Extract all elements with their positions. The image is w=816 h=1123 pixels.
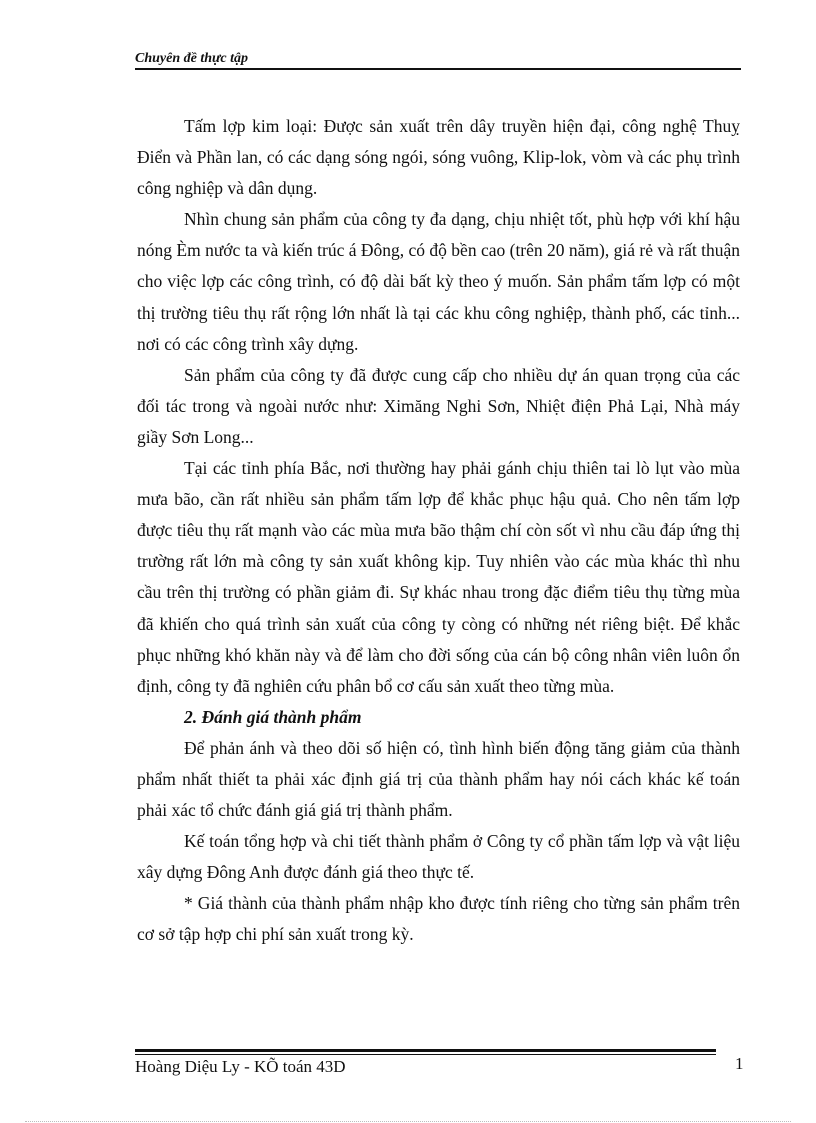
paragraph-projects: Sản phẩm của công ty đã được cung cấp cho nhiều dự án quan trọng của các đối tác trong và ngoài nước như: Ximăng Nghi Sơn, Nhiệt điện Phả Lại, Nhà máy giầy Sơn Long... <box>137 364 740 447</box>
page-number: 1 <box>735 1054 744 1073</box>
document-body <box>137 111 740 951</box>
page-edge-divider <box>25 1121 791 1122</box>
section-heading: 2. Đánh giá thành phẩm <box>184 706 362 727</box>
footer-author: Hoàng Diệu Ly - KÕ toán 43D <box>135 1057 346 1076</box>
header-title: Chuyên đề thực tập <box>135 51 249 66</box>
header-rule <box>135 68 741 70</box>
footer-rule-thick <box>135 1049 716 1052</box>
paragraph-seasonal-demand: Tại các tỉnh phía Bắc, nơi thường hay phải gánh chịu thiên tai lò lụt vào mùa mưa bão, cần rất nhiều sản phẩm tấm lợp để khắc phục hậu quả. Cho nên tấm lợp được tiêu thụ rất mạnh vào các mùa mưa bão thậm chí còn sốt vì nhu cầu đáp ứng thị trường rất lớn mà công ty sản xuất không kịp. Tuy nhiên vào các mùa khác thì nhu cầu trên thị trường có phần giảm đi. Sự khác nhau trong đặc điểm tiêu thụ từng mùa đã khiến cho quá trình sản xuất của công ty còng có những nét riêng biệt. Để khắc phục những khó khăn này và để làm cho đời sống của cán bộ công nhân viên luôn ổn định, công ty đã nghiên cứu phân bổ cơ cấu sản xuất theo từng mùa. <box>137 458 740 696</box>
paragraph-product-overview: Nhìn chung sản phẩm của công ty đa dạng, chịu nhiệt tốt, phù hợp với khí hậu nóng Èm nước ta và kiến trúc á Đông, có độ bền cao (trên 20 năm), giá rẻ và rất thuận cho việc lợp các công trình, có độ dài bất kỳ theo ý muốn. Sản phẩm tấm lợp có một thị trường tiêu thụ rất rộng lớn nhất là tại các khu công nghiệp, thành phố, các tỉnh... nơi có các công trình xây dựng. <box>137 209 740 354</box>
paragraph-valuation-purpose: Để phản ánh và theo dõi số hiện có, tình hình biến động tăng giảm của thành phẩm nhất thiết ta phải xác định giá trị của thành phẩm hay nói cách khác kế toán phải xác tổ chức đánh giá giá trị thành phẩm. <box>137 737 740 821</box>
paragraph-cost-price: * Giá thành của thành phẩm nhập kho được tính riêng cho từng sản phẩm trên cơ sở tập hợp chi phí sản xuất trong kỳ. <box>137 893 740 945</box>
paragraph-metal-roofing: Tấm lợp kim loại: Được sản xuất trên dây truyền hiện đại, công nghệ Thuỵ Điển và Phần lan, có các dạng sóng ngói, sóng vuông, Klip-lok, vòm và các phụ trình công nghiệp và dân dụng. <box>137 116 740 199</box>
paragraph-valuation-method: Kế toán tổng hợp và chi tiết thành phẩm ở Công ty cổ phần tấm lợp và vật liệu xây dựng Đông Anh được đánh giá theo thực tế. <box>137 831 740 883</box>
page-header <box>135 50 741 68</box>
footer-rule-thin <box>135 1054 716 1055</box>
